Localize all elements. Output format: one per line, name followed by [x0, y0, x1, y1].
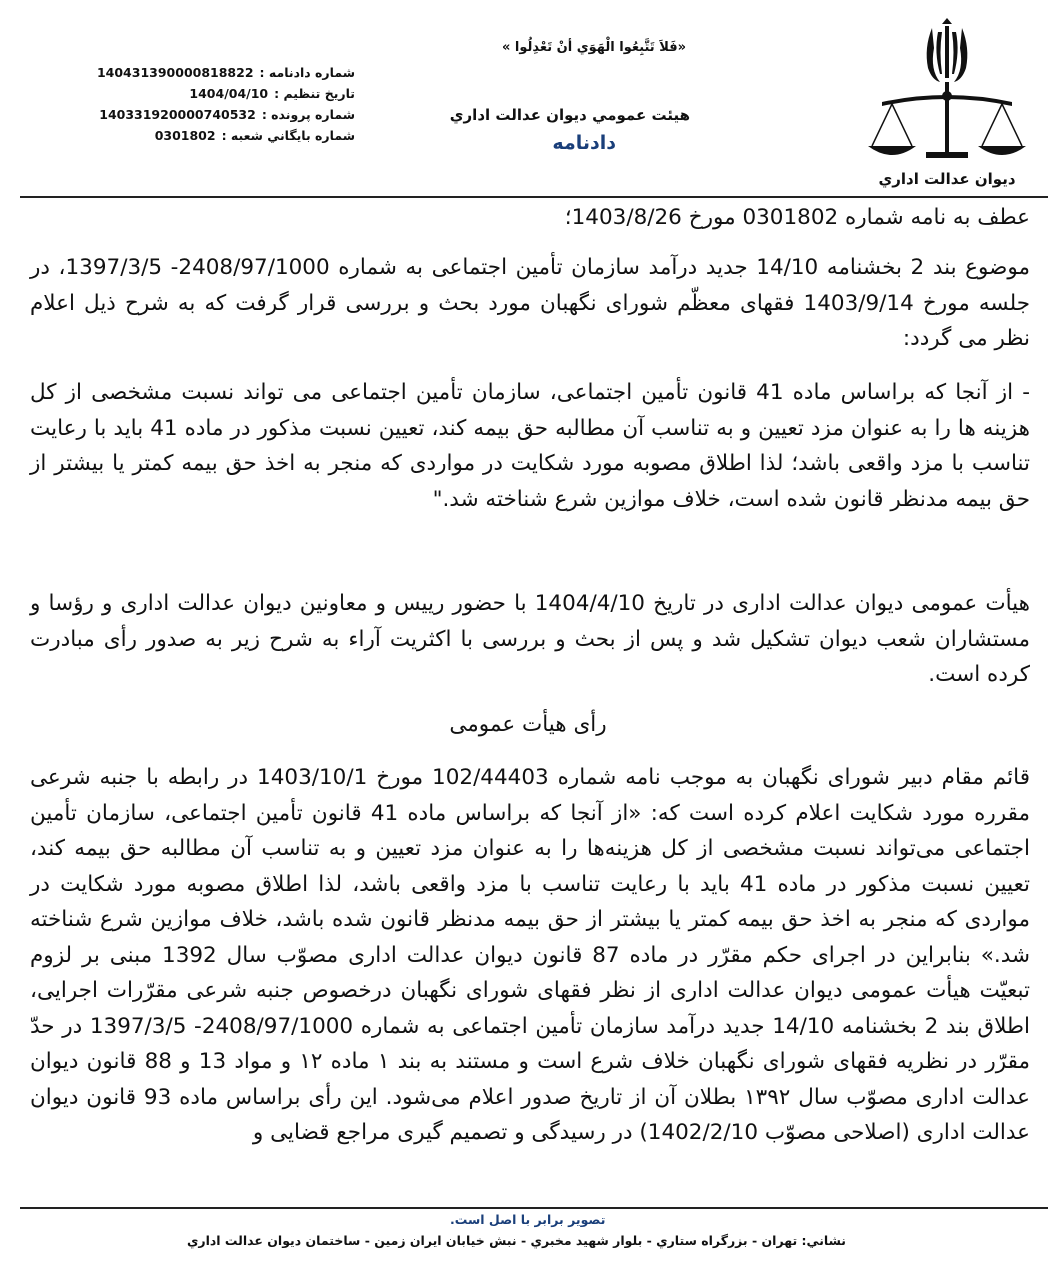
argument-paragraph: - از آنجا که براساس ماده 41 قانون تأمین اجتماعی، سازمان تأمین اجتماعی می تواند نسبت مشخصی از کل هزینه ها را به عنوان مزد تعیین و به تناسب آن مطالبه حق بیمه کند، تعیین نسبت مذکور در ماده 41 باید با رعایت تناسب با مزد واقعی باشد؛ لذا اطلاق مصوبه مورد شکایت در مواردی که منجر به اخذ حق بیمه کمتر یا بیشتر از حق بیمه مدنظر قانون شده است، خلاف موازین شرع شناخته شد.": [30, 380, 1030, 512]
ruling-paragraph: قائم مقام دبیر شورای نگهبان به موجب نامه شماره 102/44403 مورخ 1403/10/1 در رابطه با جنبه شرعی مقرره مورد شکایت اعلام کرده است که: «از آنجا که براساس ماده 41 قانون تأمین اجتماعی، سازمان تأمین اجتماعی می‌تواند نسبت مشخصی از کل هزینه‌ها را به عنوان مزد تعیین و به تناسب آن مطالبه حق بیمه کند، تعیین نسبت مذکور در ماده 41 باید با رعایت تناسب با مزد واقعی باشد، لذا اطلاق مصوبه مورد شکایت در مواردی که منجر به اخذ حق بیمه کمتر یا بیشتر از حق بیمه مدنظر قانون شده باشد، خلاف موازین شرع شناخته شد.» بنابراین در اجرای حکم مقرّر در ماده 87 قانون دیوان عدالت اداری مصوّب سال 1392 مبنی بر لزوم تبعیّت هیأت عمومی دیوان عدالت اداری از نظر فقهای شورای نگهبان درخصوص جنبه شرعی مقرّرات اجرایی، اطلاق بند 2 بخشنامه 14/10 جدید درآمد سازمان تأمین اجتماعی به شماره 2408/97/1000- 1397/3/5 در حدّ مقرّر در نظریه فقهای شورای نگهبان خلاف شرع است و مستند به بند ۱ ماده ۱۲ و مواد 13 و 88 قانون دیوان عدالت اداری مصوّب سال ۱۳۹۲ بطلان آن از تاریخ صدور اعلام می‌شود. این رأی براساس ماده 93 قانون دیوان عدالت اداری (اصلاحی مصوّب 1402/2/10) در رسیدگی و تصمیم گیری مراجع قضایی و: [30, 765, 1030, 1145]
meta-value: 1404/04/10: [189, 86, 269, 101]
header-divider: [20, 196, 1048, 198]
meta-label: تاريخ تنظيم :: [274, 86, 355, 101]
meta-row-case-number: [100, 104, 355, 125]
scales-of-justice-icon: [862, 18, 1032, 168]
meta-value: 0301802: [154, 128, 216, 143]
ruling-heading: رأی هیأت عمومی: [449, 712, 607, 737]
judiciary-emblem: [862, 18, 1032, 193]
subject-paragraph: موضوع بند 2 بخشنامه 14/10 جدید درآمد سازمان تأمین اجتماعی به شماره 2408/97/1000- 1397/3/5، در جلسه مورخ 1403/9/14 فقهای معظّم شورای نگهبان مورد بحث و بررسی قرار گرفت که به شرح ذیل اعلام نظر می گردد:: [30, 255, 1030, 351]
document-label: دادنامه: [552, 132, 616, 154]
meta-value: 140331920000740532: [99, 107, 256, 122]
meta-value: 140431390000818822: [96, 65, 254, 80]
meta-label: شماره پرونده :: [261, 107, 355, 122]
quran-verse: «فَلاَ تَتَّبِعُوا الْهَوَي أنْ تَعْدِلُوا »: [502, 40, 686, 55]
meta-row-verdict-number: [96, 62, 355, 83]
footer-divider: [20, 1207, 1048, 1209]
meta-row-archive-number: [100, 125, 355, 146]
certified-copy-note: تصوير برابر با اصل است.: [450, 1212, 606, 1227]
address-line: نشاني: تهران - بزرگراه ستاري - بلوار شهيد مخبري - نبش خيابان ايران زمين - ساختمان ديوان عدالت اداري: [186, 1233, 846, 1248]
board-session-paragraph: هیأت عمومی دیوان عدالت اداری در تاریخ 1404/4/10 با حضور رییس و معاونین دیوان عدالت اداری و رؤسا و مستشاران شعب دیوان تشکیل شد و پس از بحث و بررسی با اکثریت آراء به شرح زیر به صدور رأی مبادرت کرده است.: [30, 591, 1030, 687]
meta-label: شماره دادنامه :: [259, 65, 355, 80]
meta-label: شماره بايگاني شعبه :: [221, 128, 355, 143]
emblem-caption: ديوان عدالت اداري: [878, 170, 1016, 188]
reference-line: عطف به نامه شماره 0301802 مورخ 1403/8/26؛: [564, 205, 1030, 230]
meta-row-date: [100, 83, 355, 104]
board-title: هيئت عمومي ديوان عدالت اداري: [449, 106, 690, 124]
document-metadata: [96, 62, 355, 146]
